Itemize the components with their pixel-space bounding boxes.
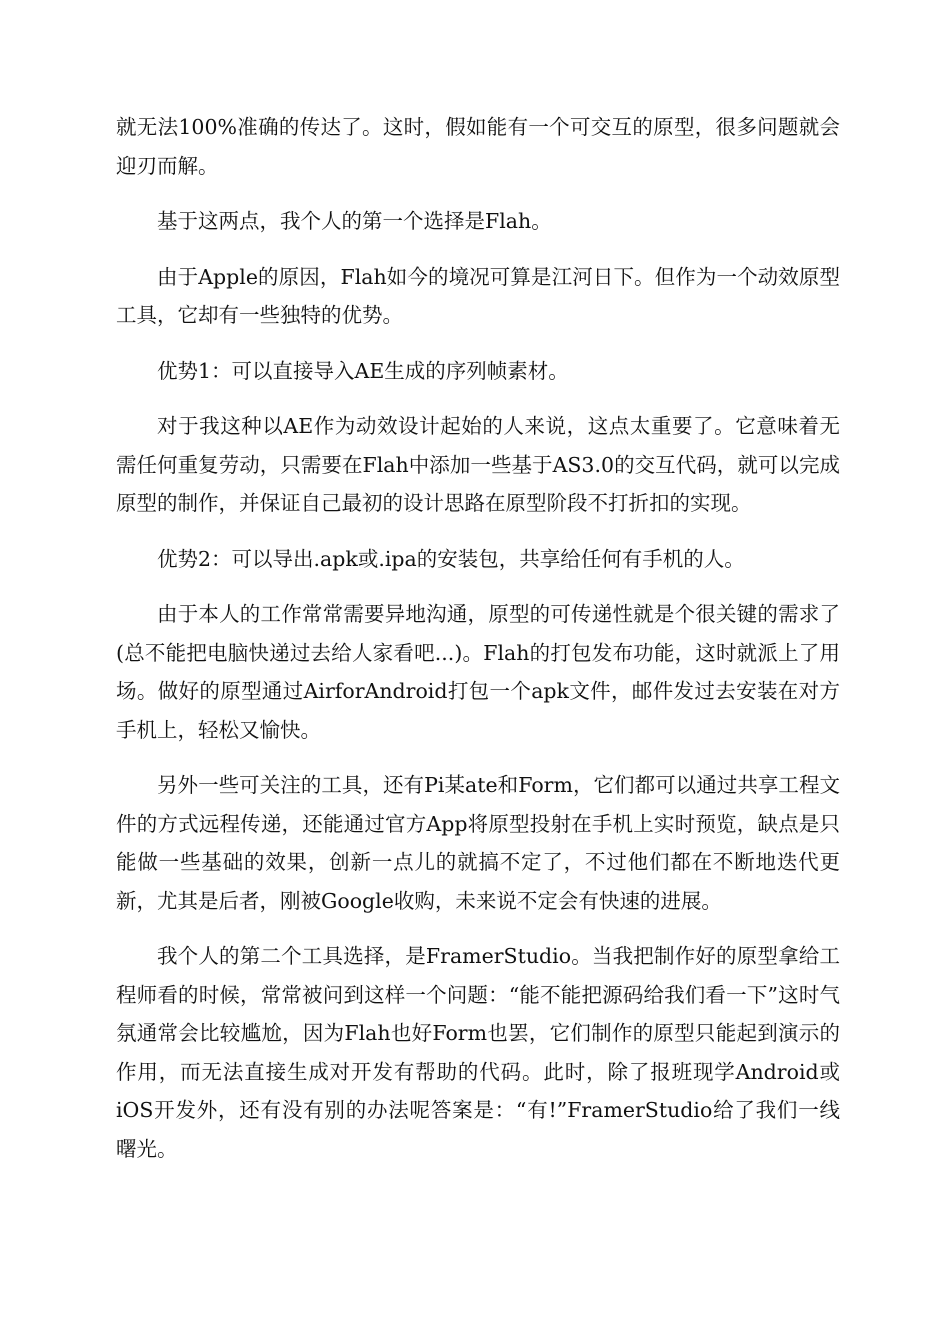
paragraph-apple-reason: 由于Apple的原因，Flah如今的境况可算是江河日下。但作为一个动效原型工具，它却有一些独特的优势。 bbox=[116, 264, 840, 327]
paragraph-remote-communication: 由于本人的工作常常需要异地沟通，原型的可传递性就是个很关键的需求了(总不能把电脑快递过去给人家看吧...)。Flah的打包发布功能，这时就派上了用场。做好的原型通过AirforAndroid打包一个apk文件，邮件发过去安装在对方手机上，轻松又愉快。 bbox=[116, 602, 840, 742]
paragraph-second-choice: 我个人的第二个工具选择，是FramerStudio。当我把制作好的原型拿给工程师看的时候，常常被问到这样一个问题：“能不能把源码给我们看一下”这时气氛通常会比较尴尬，因为Flah也好Form也罢，它们制作的原型只能起到演示的作用，而无法直接生成对开发有帮助的代码。此时，除了报班现学Android或iOS开发外，还有没有别的办法呢答案是：“有!”FramerStudio给了我们一线曙光。 bbox=[116, 944, 840, 1161]
paragraph-advantage-1: 优势1：可以直接导入AE生成的序列帧素材。 bbox=[157, 358, 569, 383]
paragraph-ae-workflow: 对于我这种以AE作为动效设计起始的人来说，这点太重要了。它意味着无需任何重复劳动，只需要在Flah中添加一些基于AS3.0的交互代码，就可以完成原型的制作，并保证自己最初的设计思路在原型阶段不打折扣的实现。 bbox=[116, 414, 840, 515]
paragraph-advantage-2: 优势2：可以导出.apk或.ipa的安装包，共享给任何有手机的人。 bbox=[157, 546, 745, 571]
paragraph-other-tools: 另外一些可关注的工具，还有Pi某ate和Form，它们都可以通过共享工程文件的方式远程传递，还能通过官方App将原型投射在手机上实时预览，缺点是只能做一些基础的效果，创新一点儿的就搞不定了，不过他们都在不断地迭代更新，尤其是后者，刚被Google收购，未来说不定会有快速的进展。 bbox=[116, 773, 840, 913]
paragraph-first-choice: 基于这两点，我个人的第一个选择是Flah。 bbox=[157, 209, 552, 233]
document-body bbox=[116, 108, 840, 1185]
paragraph-continuation: 就无法100%准确的传达了。这时，假如能有一个可交互的原型，很多问题就会迎刃而解。 bbox=[116, 115, 840, 178]
